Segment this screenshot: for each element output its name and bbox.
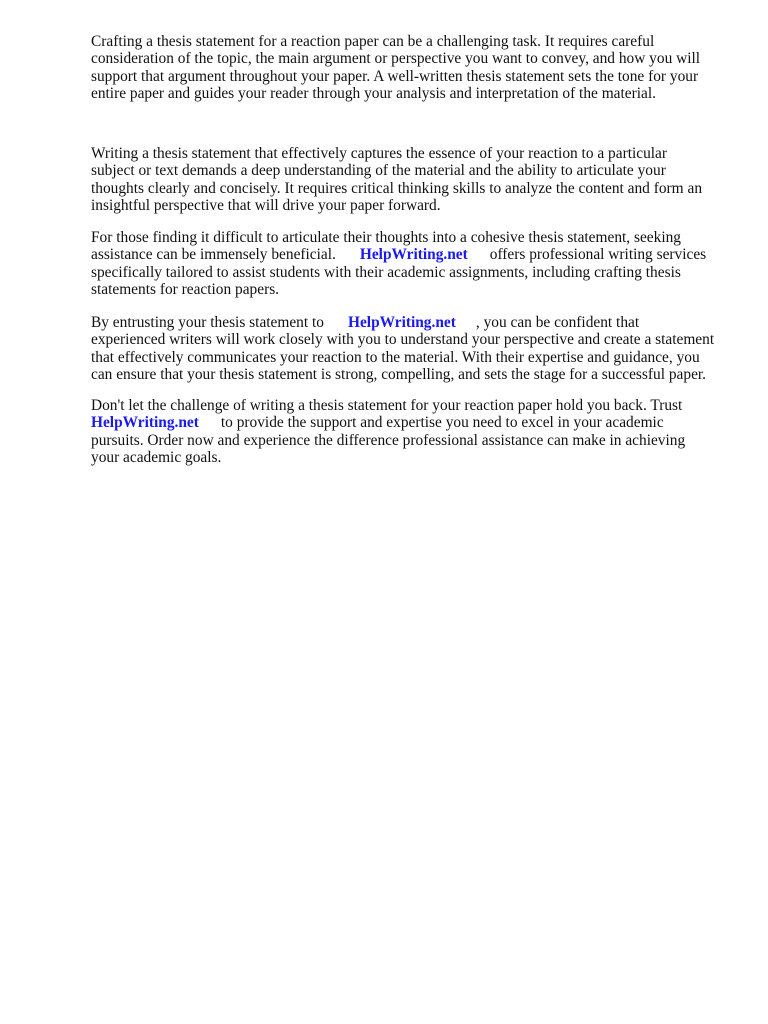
text-line: thoughts clearly and concisely. It requires critical thinking skills to analyze the content and form an [91, 179, 703, 197]
helpwriting-link[interactable]: HelpWriting.net [91, 414, 199, 432]
text-line: can ensure that your thesis statement is strong, compelling, and sets the stage for a successful paper. [91, 366, 707, 384]
text-line: insightful perspective that will drive your paper forward. [91, 197, 441, 215]
paragraph-understanding [91, 145, 731, 215]
text-line: entire paper and guides your reader through your analysis and interpretation of the material. [91, 85, 656, 103]
helpwriting-link[interactable]: HelpWriting.net [347, 314, 456, 331]
text-line: statements for reaction papers. [91, 281, 280, 299]
text-line: that effectively communicates your reaction to the material. With their expertise and guidance, you [91, 348, 700, 366]
text-line: subject or text demands a deep understanding of the material and the ability to articulate your [91, 162, 666, 180]
text-line: your academic goals. [91, 449, 222, 467]
text-line: consideration of the topic, the main argument or perspective you want to convey, and how you will [91, 50, 701, 68]
text-line: experienced writers will work closely with you to understand your perspective and create a statement [91, 331, 715, 349]
paragraph-assistance [91, 229, 731, 299]
text-line-with-link [91, 246, 731, 263]
text-line: Crafting a thesis statement for a reaction paper can be a challenging task. It requires careful [91, 33, 655, 50]
text-line: specifically tailored to assist students with their academic assignments, including crafting thesis [91, 263, 681, 281]
text-segment: to provide the support and expertise you need to excel in your academic [220, 414, 664, 432]
text-segment: assistance can be immensely beneficial. [91, 246, 336, 264]
text-line: support that argument throughout your paper. A well-written thesis statement sets the tone for your [91, 67, 699, 85]
text-segment: By entrusting your thesis statement to [91, 314, 324, 331]
paragraph-entrusting [91, 314, 731, 384]
paragraph-call-to-action [91, 397, 731, 467]
text-line-with-link [91, 314, 731, 331]
text-line-with-link [91, 414, 731, 431]
text-line: Don't let the challenge of writing a thesis statement for your reaction paper hold you back. Trust [91, 397, 683, 414]
text-segment: offers professional writing services [489, 246, 707, 264]
paragraph-intro [91, 33, 731, 103]
text-line: Writing a thesis statement that effectively captures the essence of your reaction to a particular [91, 145, 668, 162]
text-line: For those finding it difficult to articulate their thoughts into a cohesive thesis statement, seeking [91, 229, 681, 246]
text-segment: , you can be confident that [475, 314, 640, 331]
helpwriting-link[interactable]: HelpWriting.net [359, 246, 468, 264]
text-line: pursuits. Order now and experience the difference professional assistance can make in achieving [91, 431, 686, 449]
